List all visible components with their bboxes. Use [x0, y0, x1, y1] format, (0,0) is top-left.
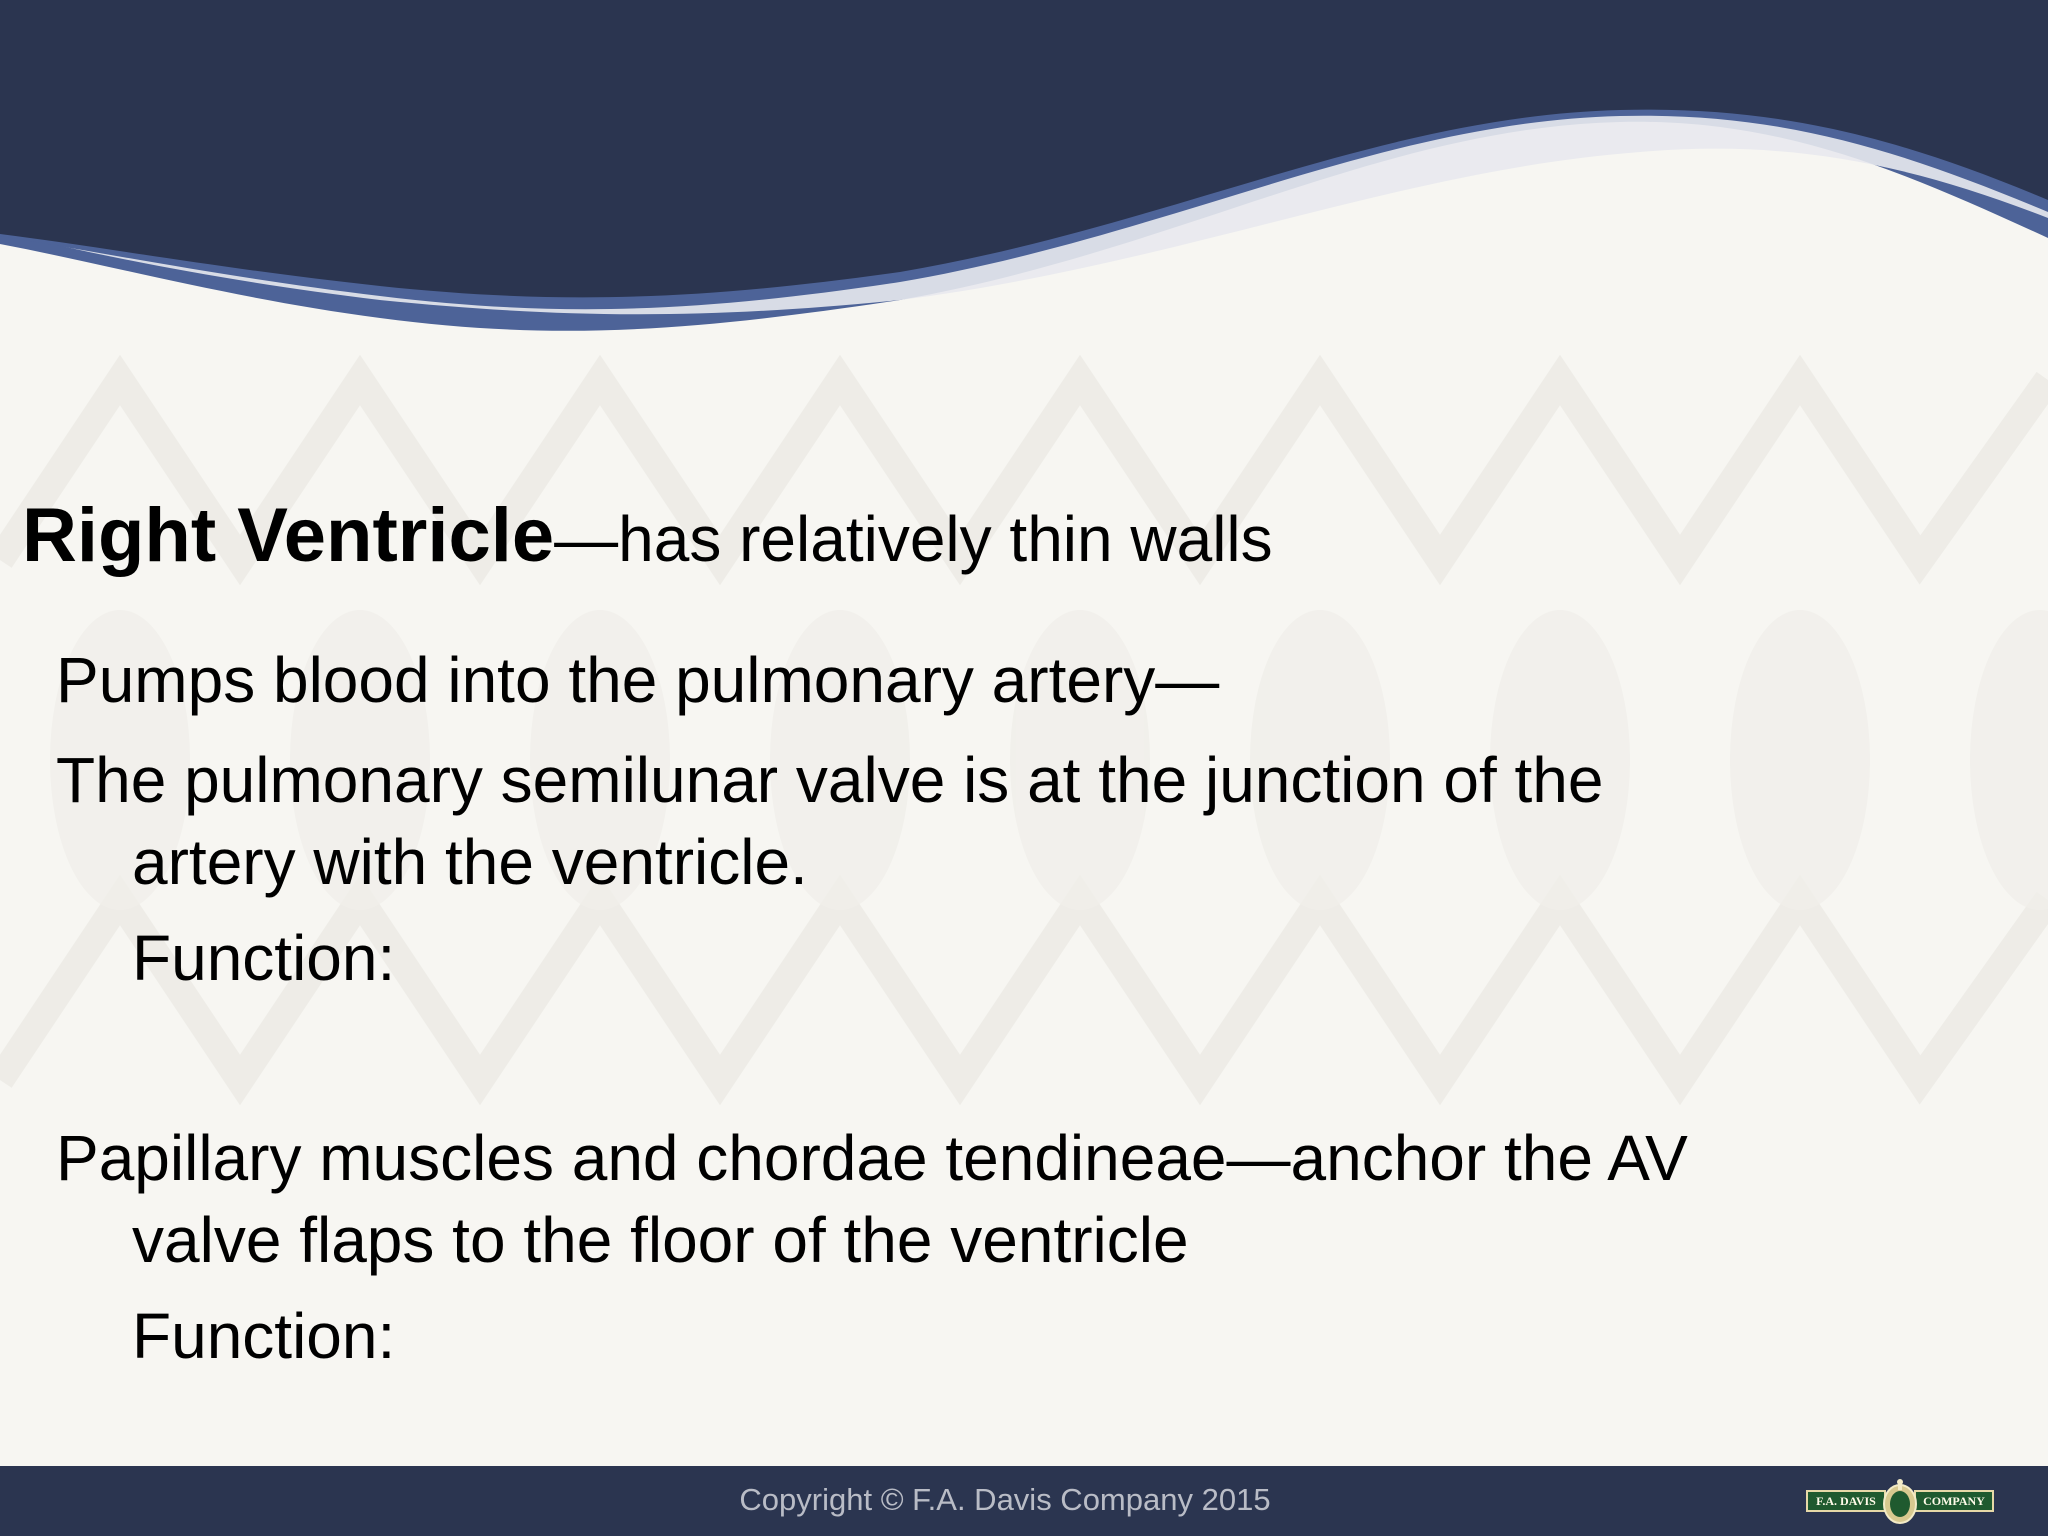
footer-bar: [0, 1466, 2048, 1536]
title-term: Right Ventricle: [22, 493, 555, 578]
bullet-pulmonary-valve: The pulmonary semilunar valve is at the junction of the: [56, 744, 1604, 816]
function-label-1: Function:: [132, 922, 396, 994]
bullet-pulmonary-valve-continued: artery with the ventricle.: [132, 826, 808, 898]
logo-right-banner: COMPANY: [1914, 1490, 1994, 1512]
bullet-papillary-muscles: Papillary muscles and chordae tendineae—anchor the AV: [56, 1122, 1688, 1194]
title-description: —has relatively thin walls: [554, 503, 1273, 575]
header-wave-banner: [0, 0, 2048, 340]
bullet-pumps-blood: Pumps blood into the pulmonary artery—: [56, 644, 1220, 716]
logo-seal-icon: [1882, 1478, 1918, 1524]
fa-davis-logo: [1806, 1476, 1996, 1526]
function-label-2: Function:: [132, 1300, 396, 1372]
slide-title: [22, 493, 1273, 578]
copyright-text: Copyright © F.A. Davis Company 2015: [739, 1482, 1271, 1517]
bullet-papillary-muscles-continued: valve flaps to the floor of the ventricle: [132, 1204, 1189, 1276]
logo-left-banner: F.A. DAVIS: [1806, 1490, 1886, 1512]
